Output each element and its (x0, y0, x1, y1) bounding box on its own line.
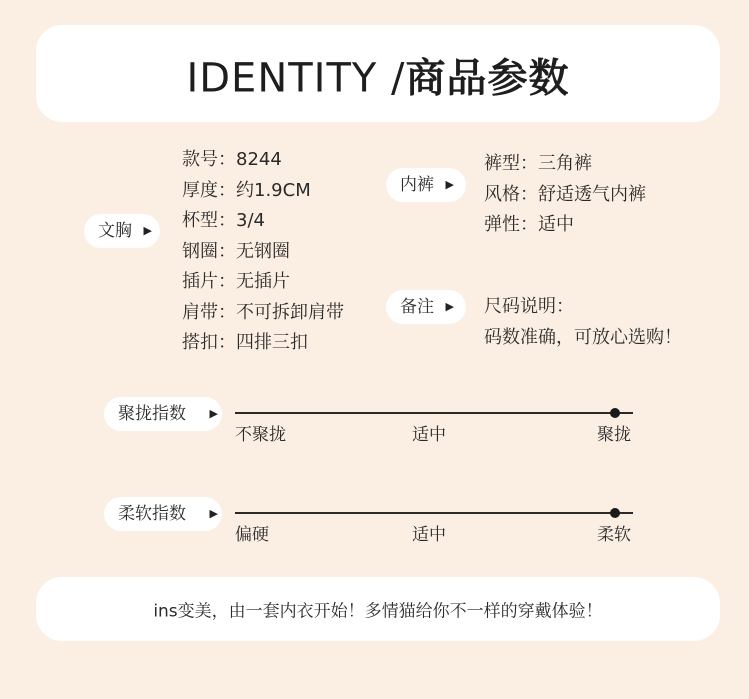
softness-pill-label: 柔软指数 (118, 504, 186, 524)
push-up-scale-middle: 适中 (412, 425, 446, 445)
spec-key: 插片： (182, 271, 236, 292)
softness-scale-left: 偏硬 (235, 525, 269, 545)
push-up-pill-label: 聚拢指数 (118, 404, 186, 424)
bra-pill (84, 214, 160, 248)
triangle-right-icon: ▶ (209, 507, 218, 520)
spec-key: 肩带： (182, 301, 236, 323)
spec-row (484, 180, 646, 211)
spec-key: 款号： (182, 149, 236, 170)
notes-line-1: 尺码说明： (484, 296, 574, 317)
spec-value: 不可拆卸肩带 (236, 301, 344, 323)
notes-text (484, 292, 682, 353)
push-up-scale-marker (610, 408, 620, 418)
notes-pill-label: 备注 (400, 297, 434, 317)
spec-value: 舒适透气内裤 (538, 183, 646, 205)
push-up-scale-left: 不聚拢 (235, 425, 286, 445)
spec-row (182, 328, 344, 359)
softness-scale-right: 柔软 (597, 525, 631, 545)
spec-value: 无钢圈 (236, 240, 290, 262)
title-card (36, 25, 720, 122)
push-up-scale-right: 聚拢 (597, 425, 631, 445)
spec-key: 钢圈： (182, 240, 236, 262)
panties-pill (386, 168, 466, 202)
softness-scale-marker (610, 508, 620, 518)
spec-row (484, 149, 646, 180)
spec-key: 搭扣： (182, 332, 236, 353)
title-english: IDENTITY / (186, 55, 406, 102)
spec-value: 8244 (236, 149, 282, 170)
softness-scale-track (235, 512, 633, 514)
spec-value: 3/4 (236, 210, 265, 231)
spec-value: 四排三扣 (236, 332, 308, 353)
triangle-right-icon: ▶ (445, 178, 454, 191)
spec-key: 厚度： (182, 179, 236, 201)
softness-pill (104, 497, 222, 531)
bra-spec-list (182, 145, 344, 359)
footer-card (36, 577, 720, 641)
spec-key: 风格： (484, 183, 538, 205)
notes-pill (386, 290, 466, 324)
spec-key: 杯型： (182, 210, 236, 231)
spec-key: 弹性： (484, 214, 538, 235)
spec-row (182, 145, 344, 176)
title-chinese: 商品参数 (405, 55, 570, 102)
spec-value: 约1.9CM (236, 179, 311, 201)
bra-pill-label: 文胸 (98, 221, 132, 241)
push-up-pill (104, 397, 222, 431)
panties-spec-list (484, 149, 646, 241)
panties-pill-label: 内裤 (400, 175, 434, 195)
notes-line-2: 码数准确，可放心选购！ (484, 326, 682, 348)
spec-row (182, 176, 344, 207)
spec-row (182, 267, 344, 298)
push-up-scale-track (235, 412, 633, 414)
spec-row (182, 237, 344, 268)
page-title (36, 47, 720, 104)
footer-slogan: ins变美，由一套内衣开始！多情猫给你不一样的穿戴体验！ (153, 601, 603, 622)
spec-value: 无插片 (236, 271, 290, 292)
spec-row (182, 206, 344, 237)
triangle-right-icon: ▶ (445, 300, 454, 313)
triangle-right-icon: ▶ (209, 407, 218, 420)
softness-scale-middle: 适中 (412, 525, 446, 545)
spec-key: 裤型： (484, 153, 538, 174)
spec-value: 适中 (538, 214, 574, 235)
spec-row (484, 210, 646, 241)
spec-value: 三角裤 (538, 153, 592, 174)
triangle-right-icon: ▶ (143, 224, 152, 237)
spec-row (182, 298, 344, 329)
